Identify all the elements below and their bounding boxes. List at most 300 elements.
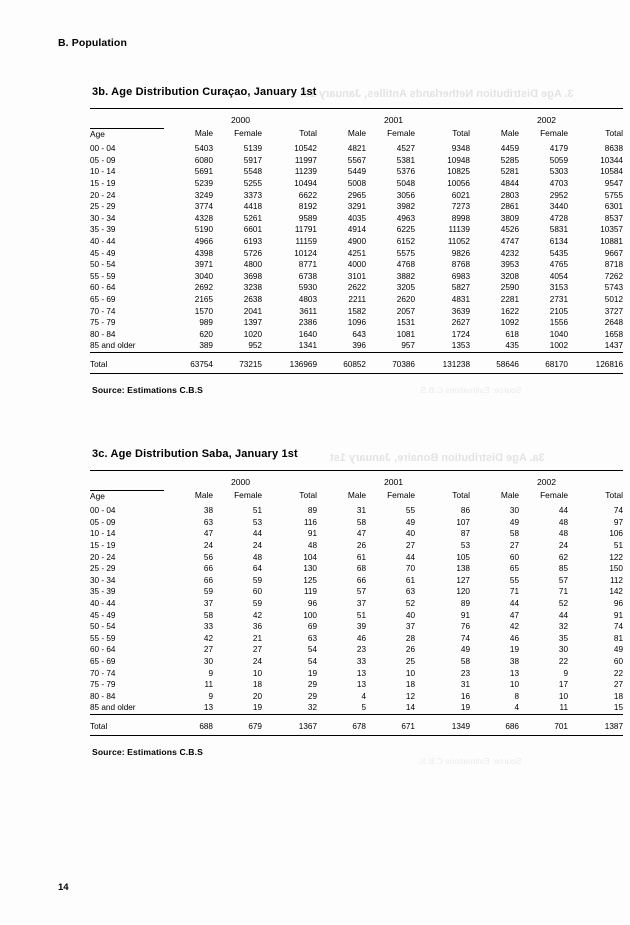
value-cell: 61 xyxy=(356,552,366,562)
value-cell: 9589 xyxy=(298,213,317,223)
value-cell: 37 xyxy=(356,598,366,608)
age-group-cell: 60 - 64 xyxy=(90,645,116,655)
column-header-female-2000: Female xyxy=(234,128,262,139)
table-body-3b xyxy=(90,140,623,352)
value-cell: 51 xyxy=(613,540,623,550)
value-cell: 4 xyxy=(514,703,519,713)
value-cell: 1582 xyxy=(347,306,366,316)
value-cell: 11239 xyxy=(294,167,317,177)
value-cell: 5008 xyxy=(347,178,366,188)
table-row xyxy=(90,621,623,633)
value-cell: 26 xyxy=(405,645,415,655)
value-cell: 2622 xyxy=(347,283,366,293)
age-group-cell: 55 - 59 xyxy=(90,271,116,281)
value-cell: 61 xyxy=(405,575,415,585)
age-group-cell: 25 - 29 xyxy=(90,564,116,574)
table-row xyxy=(90,668,623,680)
value-cell: 13 xyxy=(203,703,213,713)
value-cell: 51 xyxy=(356,610,366,620)
value-cell: 4232 xyxy=(500,248,519,258)
value-cell: 19 xyxy=(252,703,262,713)
column-header-row xyxy=(90,128,623,140)
value-cell: 6152 xyxy=(396,236,415,246)
value-cell: 4914 xyxy=(347,225,366,235)
table-row xyxy=(90,517,623,529)
value-cell: 4831 xyxy=(451,294,470,304)
value-cell: 58 xyxy=(203,610,213,620)
value-cell: 150 xyxy=(609,564,623,574)
value-cell: 1622 xyxy=(500,306,519,316)
value-cell: 5376 xyxy=(396,167,415,177)
value-cell: 24 xyxy=(558,540,568,550)
value-cell: 36 xyxy=(252,622,262,632)
year-label-2002: 2002 xyxy=(536,114,557,125)
value-cell: 63 xyxy=(203,517,213,527)
value-cell: 48 xyxy=(558,529,568,539)
value-cell: 13 xyxy=(356,668,366,678)
table-row xyxy=(90,155,623,167)
value-cell: 5827 xyxy=(451,283,470,293)
value-cell: 2281 xyxy=(500,294,519,304)
value-cell: 5190 xyxy=(194,225,213,235)
value-cell: 1570 xyxy=(194,306,213,316)
total-value-cell: 131238 xyxy=(442,359,470,369)
value-cell: 3101 xyxy=(347,271,366,281)
value-cell: 11 xyxy=(204,680,213,690)
value-cell: 9 xyxy=(563,668,568,678)
total-label: Total xyxy=(90,359,108,369)
table-row xyxy=(90,271,623,283)
value-cell: 6622 xyxy=(298,190,317,200)
value-cell: 37 xyxy=(405,622,415,632)
value-cell: 66 xyxy=(203,575,213,585)
age-group-cell: 20 - 24 xyxy=(90,552,116,562)
value-cell: 5255 xyxy=(243,178,262,188)
value-cell: 6983 xyxy=(451,271,470,281)
bleed-text-source-1: Source: Estimations C.B.S. xyxy=(418,385,522,395)
value-cell: 60 xyxy=(613,656,623,666)
table-row xyxy=(90,213,623,225)
value-cell: 5755 xyxy=(604,190,623,200)
value-cell: 26 xyxy=(356,540,366,550)
value-cell: 42 xyxy=(509,622,519,632)
value-cell: 53 xyxy=(252,517,262,527)
value-cell: 68 xyxy=(356,564,366,574)
table-row xyxy=(90,329,623,341)
value-cell: 48 xyxy=(307,540,317,550)
value-cell: 2638 xyxy=(243,294,262,304)
age-group-cell: 10 - 14 xyxy=(90,529,116,539)
value-cell: 19 xyxy=(460,703,470,713)
column-header-male-2000: Male xyxy=(194,128,213,139)
value-cell: 71 xyxy=(558,587,568,597)
value-cell: 3882 xyxy=(396,271,415,281)
value-cell: 4328 xyxy=(194,213,213,223)
value-cell: 10 xyxy=(252,668,262,678)
value-cell: 28 xyxy=(405,633,415,643)
value-cell: 3040 xyxy=(194,271,213,281)
column-header-female-2001: Female xyxy=(387,128,415,139)
value-cell: 52 xyxy=(558,598,568,608)
value-cell: 33 xyxy=(203,622,213,632)
value-cell: 4963 xyxy=(396,213,415,223)
value-cell: 18 xyxy=(252,680,262,690)
age-group-cell: 00 - 04 xyxy=(90,506,116,516)
value-cell: 112 xyxy=(609,575,623,585)
column-header-total-2001: Total xyxy=(452,490,470,501)
value-cell: 97 xyxy=(613,517,623,527)
value-cell: 59 xyxy=(252,575,262,585)
value-cell: 10124 xyxy=(294,248,317,258)
value-cell: 2041 xyxy=(243,306,262,316)
value-cell: 32 xyxy=(558,622,568,632)
value-cell: 3440 xyxy=(549,202,568,212)
bleed-text-title-2: 3a. Age Distribution Bonaire, January 1st xyxy=(330,452,545,464)
value-cell: 2590 xyxy=(500,283,519,293)
total-value-cell: 671 xyxy=(401,721,415,731)
value-cell: 74 xyxy=(613,506,623,516)
column-header-male-2001: Male xyxy=(347,128,366,139)
age-group-cell: 85 and older xyxy=(90,341,136,351)
column-header-male-2001: Male xyxy=(347,490,366,501)
value-cell: 2965 xyxy=(347,190,366,200)
value-cell: 9547 xyxy=(604,178,623,188)
value-cell: 1040 xyxy=(549,329,568,339)
age-group-cell: 40 - 44 xyxy=(90,236,116,246)
value-cell: 5285 xyxy=(500,155,519,165)
value-cell: 29 xyxy=(307,680,317,690)
value-cell: 24 xyxy=(203,540,213,550)
total-value-cell: 679 xyxy=(248,721,262,731)
value-cell: 4800 xyxy=(243,260,262,270)
age-group-cell: 00 - 04 xyxy=(90,144,116,154)
value-cell: 8718 xyxy=(604,260,623,270)
total-value-cell: 126816 xyxy=(595,359,623,369)
value-cell: 5435 xyxy=(549,248,568,258)
value-cell: 86 xyxy=(460,506,470,516)
value-cell: 55 xyxy=(509,575,519,585)
table-row xyxy=(90,563,623,575)
value-cell: 119 xyxy=(303,587,317,597)
value-cell: 4703 xyxy=(549,178,568,188)
value-cell: 4765 xyxy=(549,260,568,270)
value-cell: 2165 xyxy=(194,294,213,304)
year-header-row xyxy=(90,113,623,128)
value-cell: 58 xyxy=(509,529,519,539)
value-cell: 5012 xyxy=(604,294,623,304)
age-group-cell: 70 - 74 xyxy=(90,668,116,678)
value-cell: 3727 xyxy=(604,306,623,316)
value-cell: 10 xyxy=(558,691,568,701)
value-cell: 3953 xyxy=(500,260,519,270)
value-cell: 1002 xyxy=(549,341,568,351)
value-cell: 2211 xyxy=(348,294,366,304)
value-cell: 5059 xyxy=(549,155,568,165)
value-cell: 19 xyxy=(509,645,519,655)
table-row xyxy=(90,552,623,564)
value-cell: 10542 xyxy=(294,144,317,154)
value-cell: 18 xyxy=(405,680,415,690)
value-cell: 2861 xyxy=(500,202,519,212)
value-cell: 2731 xyxy=(549,294,568,304)
value-cell: 1640 xyxy=(298,329,317,339)
value-cell: 71 xyxy=(509,587,519,597)
value-cell: 39 xyxy=(356,622,366,632)
column-header-total-2000: Total xyxy=(299,128,317,139)
column-header-female-2002: Female xyxy=(540,128,568,139)
value-cell: 5575 xyxy=(396,248,415,258)
value-cell: 4900 xyxy=(347,236,366,246)
age-distribution-table-3b xyxy=(90,108,623,379)
value-cell: 3291 xyxy=(347,202,366,212)
value-cell: 643 xyxy=(352,329,366,339)
value-cell: 23 xyxy=(356,645,366,655)
value-cell: 91 xyxy=(613,610,623,620)
value-cell: 6301 xyxy=(604,202,623,212)
value-cell: 5548 xyxy=(243,167,262,177)
table-row xyxy=(90,178,623,190)
value-cell: 85 xyxy=(558,564,568,574)
value-cell: 3774 xyxy=(194,202,213,212)
value-cell: 69 xyxy=(307,622,317,632)
value-cell: 31 xyxy=(356,506,366,516)
value-cell: 127 xyxy=(456,575,470,585)
value-cell: 5239 xyxy=(194,178,213,188)
value-cell: 14 xyxy=(405,703,415,713)
value-cell: 48 xyxy=(558,517,568,527)
value-cell: 66 xyxy=(356,575,366,585)
value-cell: 96 xyxy=(307,598,317,608)
value-cell: 3971 xyxy=(194,260,213,270)
value-cell: 6080 xyxy=(194,155,213,165)
value-cell: 4844 xyxy=(500,178,519,188)
table-row xyxy=(90,140,623,155)
value-cell: 65 xyxy=(509,564,519,574)
value-cell: 4054 xyxy=(549,271,568,281)
value-cell: 33 xyxy=(356,656,366,666)
value-cell: 5567 xyxy=(347,155,366,165)
total-value-cell: 136969 xyxy=(289,359,317,369)
value-cell: 100 xyxy=(303,610,317,620)
age-group-cell: 60 - 64 xyxy=(90,283,116,293)
table-row xyxy=(90,575,623,587)
table-title-3b: 3b. Age Distribution Curaçao, January 1st xyxy=(92,86,317,98)
value-cell: 47 xyxy=(356,529,366,539)
value-cell: 618 xyxy=(505,329,519,339)
value-cell: 16 xyxy=(460,691,470,701)
age-group-cell: 65 - 69 xyxy=(90,294,116,304)
value-cell: 52 xyxy=(405,598,415,608)
value-cell: 11 xyxy=(559,703,568,713)
value-cell: 9348 xyxy=(451,144,470,154)
value-cell: 6021 xyxy=(451,190,470,200)
value-cell: 27 xyxy=(613,680,623,690)
value-cell: 87 xyxy=(460,529,470,539)
value-cell: 46 xyxy=(356,633,366,643)
value-cell: 74 xyxy=(460,633,470,643)
value-cell: 8998 xyxy=(451,213,470,223)
value-cell: 6193 xyxy=(243,236,262,246)
value-cell: 10948 xyxy=(447,155,470,165)
value-cell: 91 xyxy=(307,529,317,539)
age-group-cell: 35 - 39 xyxy=(90,225,116,235)
value-cell: 5930 xyxy=(298,283,317,293)
value-cell: 7273 xyxy=(451,202,470,212)
value-cell: 20 xyxy=(252,691,262,701)
value-cell: 10494 xyxy=(294,178,317,188)
value-cell: 30 xyxy=(558,645,568,655)
value-cell: 13 xyxy=(509,668,519,678)
value-cell: 9667 xyxy=(604,248,623,258)
value-cell: 40 xyxy=(405,529,415,539)
value-cell: 11791 xyxy=(294,225,317,235)
value-cell: 38 xyxy=(509,656,519,666)
value-cell: 6134 xyxy=(549,236,568,246)
value-cell: 60 xyxy=(509,552,519,562)
table-row xyxy=(90,201,623,213)
table-row xyxy=(90,610,623,622)
value-cell: 5831 xyxy=(549,225,568,235)
value-cell: 1556 xyxy=(549,318,568,328)
value-cell: 952 xyxy=(248,341,262,351)
table-bottom-rule xyxy=(90,736,623,742)
value-cell: 47 xyxy=(203,529,213,539)
value-cell: 66 xyxy=(203,564,213,574)
table-row xyxy=(90,224,623,236)
value-cell: 4966 xyxy=(194,236,213,246)
table-row xyxy=(90,340,623,352)
value-cell: 3809 xyxy=(500,213,519,223)
value-cell: 4821 xyxy=(347,144,366,154)
value-cell: 51 xyxy=(252,506,262,516)
value-cell: 22 xyxy=(558,656,568,666)
year-label-2001: 2001 xyxy=(383,114,404,125)
total-value-cell: 60852 xyxy=(343,359,366,369)
age-group-cell: 50 - 54 xyxy=(90,622,116,632)
age-group-cell: 05 - 09 xyxy=(90,517,116,527)
value-cell: 44 xyxy=(405,552,415,562)
value-cell: 3611 xyxy=(299,306,317,316)
year-label-2001: 2001 xyxy=(383,476,404,487)
value-cell: 4728 xyxy=(549,213,568,223)
value-cell: 3208 xyxy=(500,271,519,281)
value-cell: 106 xyxy=(609,529,623,539)
value-cell: 81 xyxy=(613,633,623,643)
value-cell: 4 xyxy=(361,691,366,701)
column-header-male-2002: Male xyxy=(500,128,519,139)
value-cell: 13 xyxy=(356,680,366,690)
age-distribution-table-3c xyxy=(90,470,623,741)
age-group-cell: 20 - 24 xyxy=(90,190,116,200)
age-group-cell: 70 - 74 xyxy=(90,306,116,316)
value-cell: 3056 xyxy=(396,190,415,200)
age-group-cell: 10 - 14 xyxy=(90,167,116,177)
value-cell: 56 xyxy=(203,552,213,562)
value-cell: 1437 xyxy=(604,341,623,351)
value-cell: 2952 xyxy=(549,190,568,200)
value-cell: 957 xyxy=(401,341,415,351)
value-cell: 59 xyxy=(252,598,262,608)
value-cell: 58 xyxy=(356,517,366,527)
value-cell: 11159 xyxy=(295,236,317,246)
value-cell: 3982 xyxy=(396,202,415,212)
value-cell: 9826 xyxy=(451,248,470,258)
total-value-cell: 58646 xyxy=(496,359,519,369)
value-cell: 25 xyxy=(405,656,415,666)
value-cell: 10357 xyxy=(600,225,623,235)
value-cell: 1341 xyxy=(298,341,317,351)
value-cell: 11997 xyxy=(294,155,317,165)
value-cell: 1096 xyxy=(347,318,366,328)
total-value-cell: 701 xyxy=(554,721,568,731)
value-cell: 48 xyxy=(252,552,262,562)
value-cell: 91 xyxy=(460,610,470,620)
value-cell: 107 xyxy=(456,517,470,527)
value-cell: 6225 xyxy=(396,225,415,235)
value-cell: 4000 xyxy=(347,260,366,270)
table-row xyxy=(90,540,623,552)
column-header-male-2000: Male xyxy=(194,490,213,501)
age-group-cell: 15 - 19 xyxy=(90,178,116,188)
year-header-row xyxy=(90,475,623,490)
table-row xyxy=(90,528,623,540)
column-header-total-2000: Total xyxy=(299,490,317,501)
total-value-cell: 688 xyxy=(199,721,213,731)
value-cell: 4459 xyxy=(500,144,519,154)
value-cell: 5048 xyxy=(396,178,415,188)
total-value-cell: 686 xyxy=(505,721,519,731)
total-value-cell: 63754 xyxy=(190,359,213,369)
column-header-total-2002: Total xyxy=(605,128,623,139)
value-cell: 5303 xyxy=(549,167,568,177)
column-header-male-2002: Male xyxy=(500,490,519,501)
value-cell: 44 xyxy=(252,529,262,539)
value-cell: 4527 xyxy=(396,144,415,154)
value-cell: 116 xyxy=(303,517,317,527)
value-cell: 42 xyxy=(203,633,213,643)
value-cell: 57 xyxy=(356,587,366,597)
value-cell: 49 xyxy=(509,517,519,527)
value-cell: 38 xyxy=(203,506,213,516)
value-cell: 59 xyxy=(203,587,213,597)
column-header-female-2000: Female xyxy=(234,490,262,501)
age-group-cell: 05 - 09 xyxy=(90,155,116,165)
column-header-row xyxy=(90,490,623,502)
value-cell: 142 xyxy=(609,587,623,597)
column-header-female-2002: Female xyxy=(540,490,568,501)
value-cell: 2620 xyxy=(396,294,415,304)
year-label-2000: 2000 xyxy=(230,114,251,125)
value-cell: 2692 xyxy=(194,283,213,293)
value-cell: 130 xyxy=(303,564,317,574)
value-cell: 30 xyxy=(203,656,213,666)
total-value-cell: 1387 xyxy=(604,721,623,731)
age-group-cell: 25 - 29 xyxy=(90,202,116,212)
value-cell: 18 xyxy=(613,691,623,701)
value-cell: 24 xyxy=(252,656,262,666)
age-group-cell: 85 and older xyxy=(90,703,136,713)
age-group-cell: 50 - 54 xyxy=(90,260,116,270)
value-cell: 4251 xyxy=(347,248,366,258)
age-group-cell: 40 - 44 xyxy=(90,598,116,608)
age-group-cell: 75 - 79 xyxy=(90,318,116,328)
year-label-2002: 2002 xyxy=(536,476,557,487)
table-row xyxy=(90,502,623,517)
column-header-total-2002: Total xyxy=(605,490,623,501)
table-bottom-rule xyxy=(90,374,623,380)
value-cell: 27 xyxy=(509,540,519,550)
value-cell: 2386 xyxy=(298,318,317,328)
